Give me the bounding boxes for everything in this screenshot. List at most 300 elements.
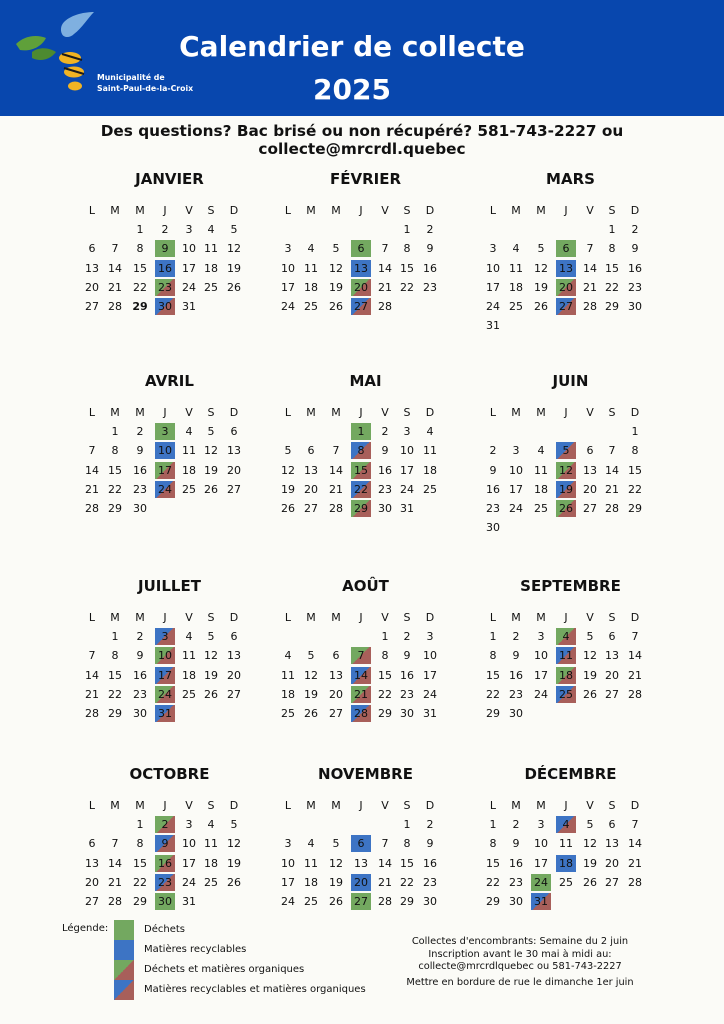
day-cell: 11: [559, 837, 573, 851]
day-cell: 27: [304, 501, 318, 515]
weekday-header: [483, 202, 658, 221]
day-cell: 23: [133, 482, 147, 496]
day-cell: 4: [556, 628, 576, 645]
day-cell: 10: [281, 261, 295, 275]
day-cell: 24: [423, 687, 437, 701]
week-row: [483, 423, 658, 442]
day-cell: 3: [185, 223, 193, 237]
week-row: [483, 667, 658, 686]
weekday-label: J: [163, 611, 167, 624]
day-cell: 18: [556, 667, 576, 684]
weekday-label: J: [564, 406, 568, 419]
day-cell: 16: [509, 668, 523, 682]
day-cell: 30: [509, 894, 523, 908]
day-cell: 29: [605, 299, 619, 313]
day-cell: 12: [204, 649, 218, 663]
day-cell: 15: [351, 462, 371, 479]
weekday-label: J: [359, 611, 363, 624]
day-cell: 9: [631, 242, 639, 256]
day-cell: 15: [486, 668, 500, 682]
day-cell: 18: [182, 668, 196, 682]
day-cell: 8: [136, 837, 144, 851]
weekday-label: M: [306, 799, 316, 812]
week-row: [483, 500, 658, 519]
weekday-label: V: [586, 204, 594, 217]
day-cell: 31: [400, 501, 414, 515]
day-cell: 7: [88, 649, 96, 663]
day-cell: 6: [88, 242, 96, 256]
day-cell: 9: [426, 837, 434, 851]
day-cell: 17: [534, 668, 548, 682]
day-cell: 24: [281, 894, 295, 908]
day-cell: 13: [605, 649, 619, 663]
day-cell: 11: [304, 856, 318, 870]
day-cell: 15: [108, 668, 122, 682]
month-name: MAI: [349, 372, 382, 390]
day-cell: 5: [207, 630, 215, 644]
weekday-label: M: [306, 204, 316, 217]
weekday-label: V: [381, 406, 389, 419]
legend-item-recyclables-organiques: Matières recyclables et matières organiques: [114, 980, 414, 1000]
month-name: AOÛT: [342, 577, 389, 595]
month-grid: [278, 797, 453, 912]
day-cell: 28: [85, 501, 99, 515]
day-cell: 20: [556, 279, 576, 296]
weekday-label: S: [207, 204, 215, 217]
day-cell: 13: [85, 261, 99, 275]
day-cell: 2: [489, 444, 497, 458]
weekday-label: M: [536, 799, 546, 812]
weekday-label: D: [630, 204, 640, 217]
weekday-label: J: [163, 204, 167, 217]
day-cell: 23: [400, 687, 414, 701]
day-cell: 6: [230, 425, 238, 439]
day-cell: 29: [351, 500, 371, 517]
day-cell: 11: [509, 261, 523, 275]
week-row: [483, 481, 658, 500]
day-cell: 5: [537, 242, 545, 256]
week-row: [278, 855, 453, 874]
municipality-name: Municipalité de Saint-Paul-de-la-Croix: [97, 73, 194, 93]
day-cell: 25: [509, 299, 523, 313]
day-cell: 7: [111, 242, 119, 256]
day-cell: 5: [207, 425, 215, 439]
month-name: OCTOBRE: [129, 765, 210, 783]
month-grid: [278, 202, 453, 317]
weekday-label: L: [88, 799, 96, 812]
day-cell: 2: [631, 223, 639, 237]
day-cell: 16: [133, 668, 147, 682]
day-cell: 7: [111, 837, 119, 851]
day-cell: 16: [486, 482, 500, 496]
day-cell: 30: [423, 894, 437, 908]
weekday-label: D: [630, 799, 640, 812]
week-row: [82, 500, 257, 519]
day-cell: 28: [351, 705, 371, 722]
day-cell: 10: [423, 649, 437, 663]
day-cell: 17: [509, 482, 523, 496]
day-cell: 21: [85, 687, 99, 701]
weekday-label: D: [229, 799, 239, 812]
day-cell: 18: [304, 280, 318, 294]
day-cell: 1: [631, 425, 639, 439]
day-cell: 30: [155, 893, 175, 910]
day-cell: 11: [182, 649, 196, 663]
day-cell: 18: [509, 280, 523, 294]
day-cell: 19: [583, 856, 597, 870]
day-cell: 23: [423, 875, 437, 889]
day-cell: 25: [423, 482, 437, 496]
day-cell: 26: [304, 706, 318, 720]
week-row: [483, 628, 658, 647]
weekday-label: J: [359, 799, 363, 812]
weekday-label: M: [511, 406, 521, 419]
day-cell: 31: [423, 706, 437, 720]
week-row: [278, 221, 453, 240]
day-cell: 3: [155, 628, 175, 645]
week-row: [278, 423, 453, 442]
week-row: [278, 462, 453, 481]
day-cell: 10: [534, 649, 548, 663]
day-cell: 9: [155, 835, 175, 852]
day-cell: 1: [351, 423, 371, 440]
weekday-label: M: [306, 611, 316, 624]
day-cell: 17: [182, 261, 196, 275]
day-cell: 8: [351, 442, 371, 459]
day-cell: 12: [204, 444, 218, 458]
day-cell: 12: [329, 856, 343, 870]
day-cell: 16: [378, 463, 392, 477]
day-cell: 27: [227, 687, 241, 701]
day-cell: 13: [85, 856, 99, 870]
day-cell: 16: [133, 463, 147, 477]
week-row: [278, 893, 453, 912]
day-cell: 22: [108, 687, 122, 701]
day-cell: 23: [628, 280, 642, 294]
day-cell: 20: [304, 482, 318, 496]
legend-title: Légende:: [62, 923, 109, 934]
day-cell: 2: [136, 425, 144, 439]
weekday-label: L: [88, 204, 96, 217]
day-cell: 24: [531, 874, 551, 891]
day-cell: 5: [230, 223, 238, 237]
month-name: JUILLET: [138, 577, 201, 595]
day-cell: 21: [605, 482, 619, 496]
day-cell: 15: [400, 261, 414, 275]
day-cell: 17: [534, 856, 548, 870]
weekday-label: M: [110, 611, 120, 624]
day-cell: 29: [628, 501, 642, 515]
week-row: [278, 500, 453, 519]
day-cell: 22: [486, 687, 500, 701]
weekday-label: M: [331, 799, 341, 812]
weekday-label: M: [110, 799, 120, 812]
weekday-label: S: [403, 611, 411, 624]
day-cell: 25: [182, 687, 196, 701]
day-cell: 26: [583, 687, 597, 701]
week-row: [483, 519, 658, 538]
week-row: [278, 705, 453, 724]
day-cell: 5: [586, 630, 594, 644]
day-cell: 29: [108, 706, 122, 720]
day-cell: 25: [281, 706, 295, 720]
day-cell: 11: [423, 444, 437, 458]
day-cell: 25: [534, 501, 548, 515]
day-cell: 12: [304, 668, 318, 682]
day-cell: 9: [512, 649, 520, 663]
weekday-header: [82, 797, 257, 816]
day-cell: 24: [534, 687, 548, 701]
day-cell: 19: [329, 280, 343, 294]
day-cell: 31: [531, 893, 551, 910]
week-row: [82, 442, 257, 461]
week-row: [82, 240, 257, 259]
legend-swatch-blue: [114, 940, 134, 960]
day-cell: 26: [556, 500, 576, 517]
day-cell: 31: [182, 894, 196, 908]
day-cell: 21: [583, 280, 597, 294]
week-row: [82, 705, 257, 724]
day-cell: 20: [85, 280, 99, 294]
day-cell: 12: [556, 462, 576, 479]
day-cell: 22: [133, 875, 147, 889]
day-cell: 13: [351, 260, 371, 277]
day-cell: 16: [155, 260, 175, 277]
weekday-label: D: [425, 204, 435, 217]
month-name: NOVEMBRE: [318, 765, 413, 783]
weekday-label: M: [511, 611, 521, 624]
day-cell: 26: [281, 501, 295, 515]
day-cell: 8: [489, 649, 497, 663]
day-cell: 11: [281, 668, 295, 682]
week-row: [278, 686, 453, 705]
day-cell: 13: [354, 856, 368, 870]
day-cell: 18: [182, 463, 196, 477]
weekday-label: L: [88, 611, 96, 624]
day-cell: 9: [489, 463, 497, 477]
day-cell: 23: [155, 874, 175, 891]
day-cell: 10: [281, 856, 295, 870]
week-row: [278, 279, 453, 298]
day-cell: 27: [227, 482, 241, 496]
weekday-label: L: [489, 406, 497, 419]
weekday-label: L: [489, 204, 497, 217]
day-cell: 22: [605, 280, 619, 294]
weekday-label: J: [564, 611, 568, 624]
day-cell: 16: [509, 856, 523, 870]
day-cell: 15: [378, 668, 392, 682]
day-cell: 2: [426, 223, 434, 237]
day-cell: 19: [329, 875, 343, 889]
weekday-header: [82, 404, 257, 423]
day-cell: 25: [204, 875, 218, 889]
day-cell: 28: [378, 299, 392, 313]
day-cell: 20: [605, 668, 619, 682]
month-grid: [483, 797, 658, 912]
day-cell: 19: [556, 481, 576, 498]
day-cell: 14: [628, 649, 642, 663]
day-cell: 25: [556, 686, 576, 703]
day-cell: 8: [608, 242, 616, 256]
day-cell: 7: [631, 630, 639, 644]
weekday-label: L: [489, 799, 497, 812]
weekday-label: M: [511, 204, 521, 217]
week-row: [82, 298, 257, 317]
day-cell: 7: [608, 444, 616, 458]
day-cell: 15: [486, 856, 500, 870]
weekday-label: S: [207, 611, 215, 624]
day-cell: 29: [400, 894, 414, 908]
day-cell: 5: [307, 649, 315, 663]
day-cell: 6: [332, 649, 340, 663]
week-row: [82, 855, 257, 874]
week-row: [278, 481, 453, 500]
day-cell: 24: [155, 481, 175, 498]
weekday-label: M: [110, 406, 120, 419]
day-cell: 2: [155, 816, 175, 833]
week-row: [483, 874, 658, 893]
day-cell: 18: [204, 261, 218, 275]
week-row: [278, 835, 453, 854]
day-cell: 28: [108, 894, 122, 908]
day-cell: 16: [628, 261, 642, 275]
day-cell: 23: [378, 482, 392, 496]
day-cell: 3: [537, 630, 545, 644]
day-cell: 5: [556, 442, 576, 459]
day-cell: 17: [400, 463, 414, 477]
day-cell: 2: [161, 223, 169, 237]
day-cell: 29: [108, 501, 122, 515]
day-cell: 8: [403, 242, 411, 256]
day-cell: 28: [605, 501, 619, 515]
day-cell: 28: [628, 875, 642, 889]
weekday-label: D: [630, 406, 640, 419]
day-cell: 31: [486, 319, 500, 333]
day-cell: 27: [605, 875, 619, 889]
day-cell: 30: [155, 298, 175, 315]
day-cell: 1: [136, 223, 144, 237]
legend-item-dechets: Déchets: [114, 920, 414, 940]
day-cell: 8: [489, 837, 497, 851]
day-cell: 19: [583, 668, 597, 682]
day-cell: 12: [583, 649, 597, 663]
day-cell: 10: [534, 837, 548, 851]
weekday-header: [278, 797, 453, 816]
weekday-label: L: [489, 611, 497, 624]
day-cell: 21: [378, 280, 392, 294]
day-cell: 23: [509, 875, 523, 889]
day-cell: 12: [227, 242, 241, 256]
day-cell: 22: [378, 687, 392, 701]
day-cell: 6: [586, 444, 594, 458]
day-cell: 26: [583, 875, 597, 889]
day-cell: 23: [509, 687, 523, 701]
day-cell: 24: [281, 299, 295, 313]
day-cell: 3: [512, 444, 520, 458]
day-cell: 16: [423, 261, 437, 275]
day-cell: 4: [307, 242, 315, 256]
day-cell: 3: [426, 630, 434, 644]
month-name: FÉVRIER: [329, 170, 402, 188]
day-cell: 22: [351, 481, 371, 498]
day-cell: 26: [227, 280, 241, 294]
day-cell: 5: [586, 818, 594, 832]
weekday-label: M: [536, 406, 546, 419]
day-cell: 1: [608, 223, 616, 237]
weekday-header: [278, 404, 453, 423]
day-cell: 28: [329, 501, 343, 515]
week-row: [82, 874, 257, 893]
day-cell: 25: [182, 482, 196, 496]
day-cell: 10: [182, 242, 196, 256]
day-cell: 18: [423, 463, 437, 477]
day-cell: 11: [204, 837, 218, 851]
day-cell: 17: [281, 280, 295, 294]
week-row: [82, 462, 257, 481]
day-cell: 3: [403, 425, 411, 439]
weekday-label: L: [88, 406, 96, 419]
day-cell: 11: [556, 647, 576, 664]
day-cell: 7: [332, 444, 340, 458]
weekday-label: S: [608, 406, 616, 419]
day-cell: 2: [426, 818, 434, 832]
day-cell: 16: [400, 668, 414, 682]
day-cell: 7: [351, 647, 371, 664]
day-cell: 14: [351, 667, 371, 684]
day-cell: 27: [329, 706, 343, 720]
weekday-label: J: [163, 406, 167, 419]
day-cell: 10: [400, 444, 414, 458]
day-cell: 28: [628, 687, 642, 701]
week-row: [483, 221, 658, 240]
weekday-label: M: [306, 406, 316, 419]
week-row: [278, 667, 453, 686]
week-row: [483, 260, 658, 279]
day-cell: 2: [512, 630, 520, 644]
day-cell: 27: [351, 893, 371, 910]
weekday-label: S: [403, 406, 411, 419]
day-cell: 22: [486, 875, 500, 889]
month-grid: [483, 404, 658, 538]
weekday-label: M: [331, 406, 341, 419]
day-cell: 21: [108, 875, 122, 889]
weekday-label: M: [331, 611, 341, 624]
weekday-header: [483, 797, 658, 816]
day-cell: 30: [133, 706, 147, 720]
month-name: AVRIL: [145, 372, 194, 390]
day-cell: 17: [281, 875, 295, 889]
day-cell: 21: [378, 875, 392, 889]
day-cell: 30: [133, 501, 147, 515]
week-row: [278, 260, 453, 279]
day-cell: 14: [628, 837, 642, 851]
week-row: [483, 317, 658, 336]
day-cell: 4: [537, 444, 545, 458]
day-cell: 1: [403, 818, 411, 832]
day-cell: 20: [85, 875, 99, 889]
day-cell: 31: [155, 705, 175, 722]
day-cell: 9: [426, 242, 434, 256]
month-grid: [278, 609, 453, 724]
day-cell: 4: [207, 818, 215, 832]
weekday-label: S: [608, 611, 616, 624]
day-cell: 17: [486, 280, 500, 294]
week-row: [483, 686, 658, 705]
weekday-label: J: [564, 204, 568, 217]
day-cell: 23: [423, 280, 437, 294]
weekday-label: S: [403, 799, 411, 812]
day-cell: 29: [378, 706, 392, 720]
